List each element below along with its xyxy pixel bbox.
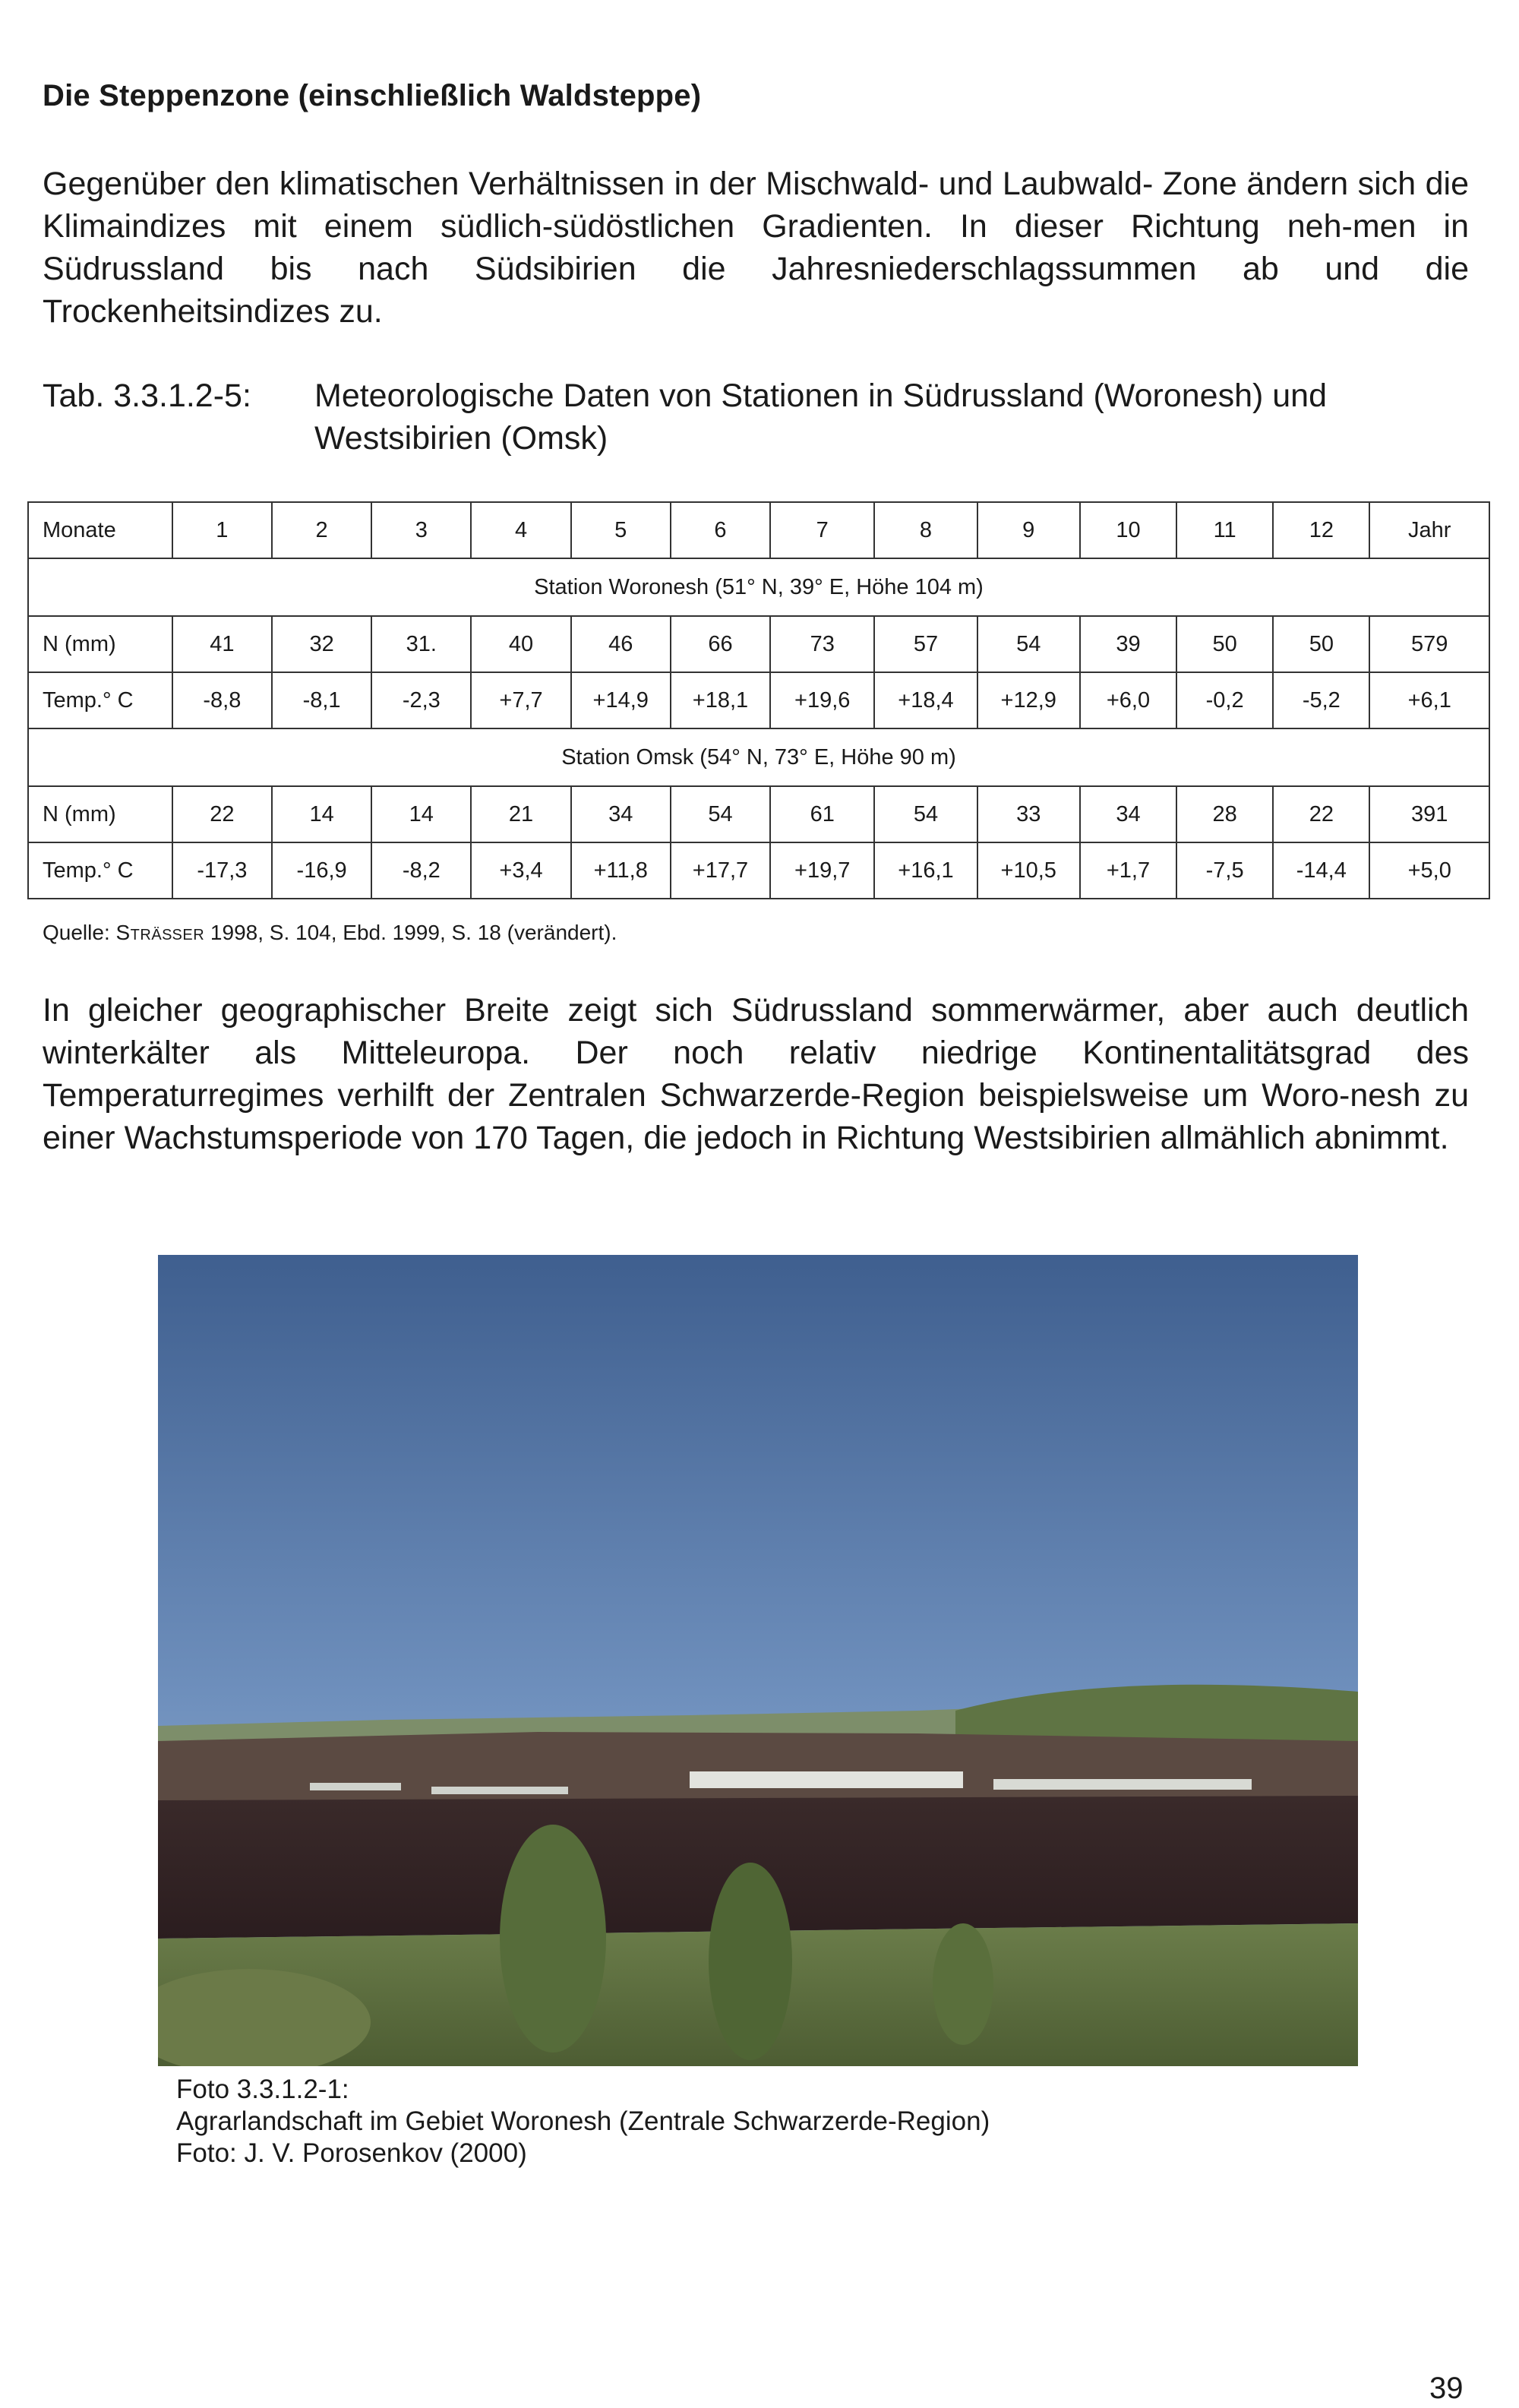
photo-caption [176,2074,990,2169]
table-cell: 39 [1080,616,1176,672]
table-cell: -8,1 [272,672,371,728]
table-header-row [28,502,1489,558]
row-label: N (mm) [28,786,172,842]
table-row [28,616,1489,672]
table-cell: +14,9 [571,672,671,728]
table-cell: +16,1 [874,842,977,899]
table-cell: +5,0 [1369,842,1489,899]
table-cell: 50 [1273,616,1369,672]
header-cell: Monate [28,502,172,558]
table-cell: +7,7 [471,672,570,728]
table-cell: +3,4 [471,842,570,899]
header-cell: 6 [671,502,770,558]
table-cell: -7,5 [1176,842,1273,899]
page-number: 39 [1429,2372,1464,2405]
table-cell: 40 [471,616,570,672]
table-cell: 33 [977,786,1080,842]
station-title-omsk: Station Omsk (54° N, 73° E, Höhe 90 m) [28,728,1489,786]
table-cell: 22 [1273,786,1369,842]
row-label: Temp.° C [28,842,172,899]
table-cell: 46 [571,616,671,672]
source-author: Sträßer [115,921,205,944]
header-cell: 8 [874,502,977,558]
table-cell: +17,7 [671,842,770,899]
table-cell: +12,9 [977,672,1080,728]
table-cell: 54 [874,786,977,842]
table-cell: 14 [272,786,371,842]
table-cell: +6,1 [1369,672,1489,728]
source-prefix: Quelle: [43,921,116,944]
table-cell: +18,4 [874,672,977,728]
row-label: Temp.° C [28,672,172,728]
table-cell: 579 [1369,616,1489,672]
photo-caption-title: Agrarlandschaft im Gebiet Woronesh (Zentrale Schwarzerde-Region) [176,2106,990,2136]
body-paragraph: In gleicher geographischer Breite zeigt sich Südrussland sommerwärmer, aber auch deutlich winterkälter als Mitteleuropa. Der noch relativ niedrige Kontinentalitätsgrad des Temperaturregimes verhilft der Zentralen Schwarzerde-Region beispielsweise um Woro-nesh zu einer Wachstumsperiode von 170 Tagen, die jedoch in Richtung Westsibirien allmählich abnimmt. [43,992,1469,1156]
table-cell: -14,4 [1273,842,1369,899]
photo-caption-credit: Foto: J. V. Porosenkov (2000) [176,2138,527,2168]
table-cell: 14 [371,786,471,842]
table-cell: 73 [770,616,874,672]
station-title-woronesh: Station Woronesh (51° N, 39° E, Höhe 104 m) [28,558,1489,616]
table-cell: +19,7 [770,842,874,899]
intro-paragraph: Gegenüber den klimatischen Verhältnissen in der Mischwald- und Laubwald- Zone ändern sich die Klimaindizes mit einem südlich-südöstlichen Gradienten. In dieser Richtung neh-men in Südrussland bis nach Südsibirien die Jahresniederschlagssummen ab und die Trockenheitsindizes zu. [43,166,1469,330]
table-row [28,786,1489,842]
header-cell: 9 [977,502,1080,558]
table-source-note [43,921,617,945]
header-cell: Jahr [1369,502,1489,558]
header-cell: 3 [371,502,471,558]
table-cell: 21 [471,786,570,842]
table-cell: 31. [371,616,471,672]
header-cell: 4 [471,502,570,558]
table-row [28,842,1489,899]
table-cell: -16,9 [272,842,371,899]
table-cell: 28 [1176,786,1273,842]
table-cell: +11,8 [571,842,671,899]
landscape-photo [158,1255,1358,2066]
table-cell: +1,7 [1080,842,1176,899]
table-cell: 54 [977,616,1080,672]
header-cell: 5 [571,502,671,558]
table-cell: 54 [671,786,770,842]
table-caption-label: Tab. 3.3.1.2-5: [43,378,251,414]
table-cell: 391 [1369,786,1489,842]
table-caption-text: Meteorologische Daten von Stationen in Südrussland (Woronesh) und Westsibirien (Omsk) [314,378,1327,457]
header-cell: 10 [1080,502,1176,558]
section-heading: Die Steppenzone (einschließlich Waldsteppe) [43,79,702,112]
table-cell: +18,1 [671,672,770,728]
table-cell: -5,2 [1273,672,1369,728]
meteorological-data-table [27,501,1490,899]
station-title-row [28,558,1489,616]
table-cell: +6,0 [1080,672,1176,728]
table-cell: 41 [172,616,272,672]
table-cell: -8,8 [172,672,272,728]
table-cell: 61 [770,786,874,842]
table-cell: 32 [272,616,371,672]
table-cell: 66 [671,616,770,672]
header-cell: 7 [770,502,874,558]
table-cell: +19,6 [770,672,874,728]
header-cell: 2 [272,502,371,558]
table-cell: -2,3 [371,672,471,728]
header-cell: 11 [1176,502,1273,558]
source-rest: 1998, S. 104, Ebd. 1999, S. 18 (verändert). [204,921,617,944]
table-cell: 34 [571,786,671,842]
station-title-row [28,728,1489,786]
table-cell: 34 [1080,786,1176,842]
table-cell: 22 [172,786,272,842]
table-cell: 57 [874,616,977,672]
row-label: N (mm) [28,616,172,672]
header-cell: 1 [172,502,272,558]
table-cell: -0,2 [1176,672,1273,728]
header-cell: 12 [1273,502,1369,558]
table-row [28,672,1489,728]
table-cell: -8,2 [371,842,471,899]
table-cell: -17,3 [172,842,272,899]
photo-caption-number: Foto 3.3.1.2-1: [176,2075,349,2104]
table-cell: +10,5 [977,842,1080,899]
table-cell: 50 [1176,616,1273,672]
